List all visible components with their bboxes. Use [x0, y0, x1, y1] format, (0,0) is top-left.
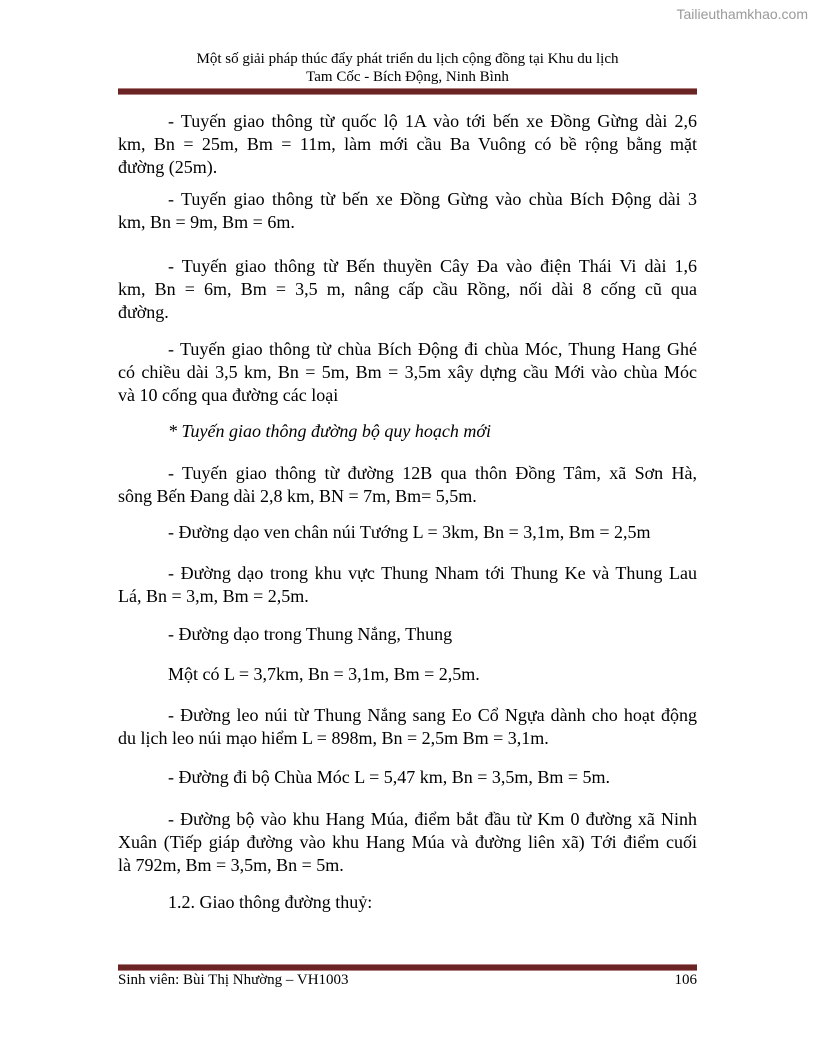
text-line: - Tuyến giao thông từ bến xe Đồng Gừng vào chùa Bích Động dài 3: [168, 189, 697, 209]
text-line: Lá, Bn = 3,m, Bm = 2,5m.: [118, 586, 309, 606]
text-line: đường.: [118, 302, 169, 322]
paragraph: [118, 562, 697, 608]
text-line: - Đường leo núi từ Thung Nắng sang Eo Cổ Ngựa dành cho hoạt động: [168, 705, 697, 725]
header-rule: [118, 88, 697, 95]
text-line: km, Bn = 9m, Bm = 6m.: [118, 212, 295, 232]
footer: [118, 972, 697, 989]
header-line-1: Một số giải pháp thúc đẩy phát triển du lịch cộng đồng tại Khu du lịch: [196, 51, 619, 67]
text-line: - Tuyến giao thông từ đường 12B qua thôn Đồng Tâm, xã Sơn Hà,: [168, 463, 697, 483]
paragraph: [118, 766, 697, 789]
text-line: - Tuyến giao thông từ quốc lộ 1A vào tới bến xe Đồng Gừng dài 2,6: [168, 111, 697, 131]
text-line: km, Bn = 25m, Bm = 11m, làm mới cầu Ba Vuông có bề rộng bằng mặt: [118, 134, 697, 154]
text-line: Xuân (Tiếp giáp đường vào khu Hang Múa và đường liên xã) Tới điểm cuối: [118, 832, 697, 852]
text-line: - Đường dạo ven chân núi Tướng L = 3km, Bn = 3,1m, Bm = 2,5m: [168, 522, 651, 542]
paragraph: [118, 663, 697, 686]
text-line: đường (25m).: [118, 157, 218, 177]
footer-author: Sinh viên: Bùi Thị Nhường – VH1003: [118, 972, 349, 988]
text-line: km, Bn = 6m, Bm = 3,5 m, nâng cấp cầu Rồng, nối dài 8 cống cũ qua: [118, 279, 697, 299]
paragraph: [118, 808, 697, 877]
text-line: * Tuyến giao thông đường bộ quy hoạch mới: [168, 421, 492, 441]
text-line: - Đường bộ vào khu Hang Múa, điểm bắt đầu từ Km 0 đường xã Ninh: [168, 809, 697, 829]
section-heading: [118, 891, 697, 914]
text-line: 1.2. Giao thông đường thuỷ:: [168, 892, 373, 912]
running-header: [118, 50, 697, 86]
text-line: - Đường dạo trong khu vực Thung Nham tới Thung Ke và Thung Lau: [168, 563, 697, 583]
paragraph: [118, 623, 697, 646]
paragraph: [118, 188, 697, 234]
text-line: sông Bến Đang dài 2,8 km, BN = 7m, Bm= 5,5m.: [118, 486, 477, 506]
text-line: du lịch leo núi mạo hiểm L = 898m, Bn = 2,5m Bm = 3,1m.: [118, 728, 549, 748]
paragraph: [118, 338, 697, 407]
text-line: - Đường đi bộ Chùa Móc L = 5,47 km, Bn = 3,5m, Bm = 5m.: [168, 767, 611, 787]
watermark: Tailieuthamkhao.com: [676, 6, 808, 22]
text-line: có chiều dài 3,5 km, Bn = 5m, Bm = 3,5m xây dựng cầu Mới vào chùa Móc: [118, 362, 697, 382]
paragraph: [118, 462, 697, 508]
paragraph: [118, 110, 697, 179]
text-line: - Đường dạo trong Thung Nắng, Thung: [168, 624, 453, 644]
header-line-2: Tam Cốc - Bích Động, Ninh Bình: [306, 69, 509, 85]
text-line: Một có L = 3,7km, Bn = 3,1m, Bm = 2,5m.: [168, 664, 480, 684]
paragraph: [118, 521, 697, 544]
paragraph: [118, 704, 697, 750]
text-line: - Tuyến giao thông từ chùa Bích Động đi chùa Móc, Thung Hang Ghé: [168, 339, 697, 359]
text-line: là 792m, Bm = 3,5m, Bn = 5m.: [118, 855, 344, 875]
paragraph: [118, 255, 697, 324]
page-number: 106: [674, 972, 697, 988]
text-line: và 10 cống qua đường các loại: [118, 385, 339, 405]
text-line: - Tuyến giao thông từ Bến thuyền Cây Đa vào điện Thái Vi dài 1,6: [168, 256, 697, 276]
section-subheading: [118, 420, 697, 443]
footer-rule: [118, 964, 697, 971]
